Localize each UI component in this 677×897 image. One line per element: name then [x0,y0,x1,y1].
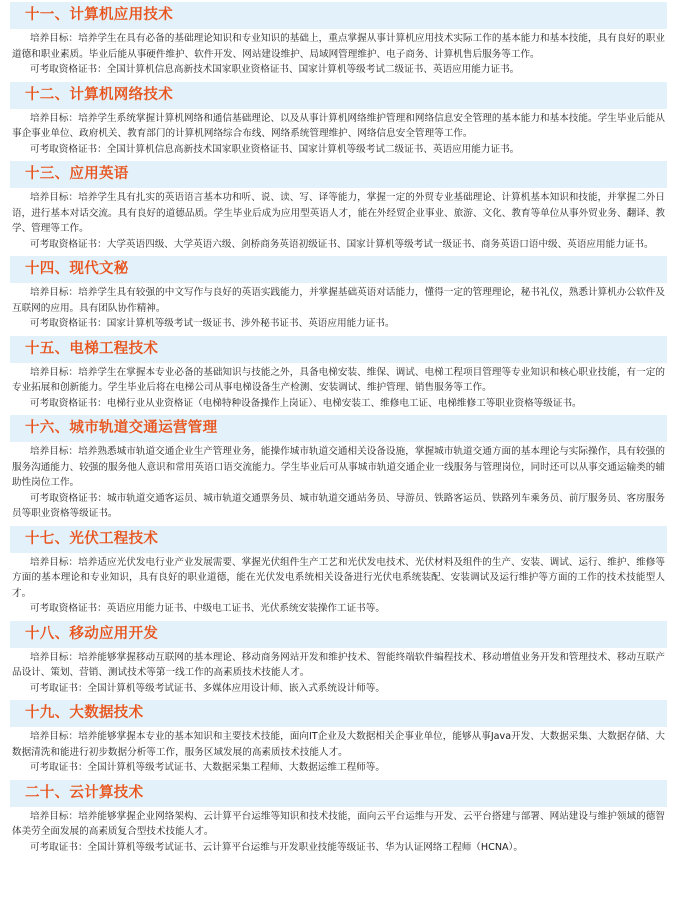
section-applied-english [10,161,667,256]
section-title: 十六、城市轨道交通运营管理 [25,420,218,436]
section-cloud-computing [10,780,667,856]
section-photovoltaic-engineering [10,526,667,621]
training-goal: 培养目标：培养学生系统掌握计算机网络和通信基础理论、以及从事计算机网络维护管理和网络信息安全管理的基本能力和基本技能。学生毕业后能从事企事业单位、政府机关、教育部门的计算机网络综合布线、网络系统管理维护、网络信息安全管理等工作。 [12,112,665,139]
section-title: 十三、应用英语 [25,166,129,182]
training-goal: 培养目标：培养熟悉城市轨道交通企业生产管理业务，能操作城市轨道交通相关设备设施，掌握城市轨道交通方面的基本理论与实际操作，具有较强的服务沟通能力、较强的服务他人意识和常用英语口语交流能力。学生毕业后可从事城市轨道交通企业一线服务与管理岗位，同时还可以从事交通运输类的辅助性岗位工作。 [12,446,665,488]
section-header [10,2,667,29]
training-goal: 培养目标：培养学生在具有必备的基础理论知识和专业知识的基础上，重点掌握从事计算机应用技术实际工作的基本能力和基本技能，具有良好的职业道德和职业素质。毕业后能从事硬件维护、软件开发、网站建设维护、局域网管理维护、电子商务、计算机售后服务等工作。 [12,33,665,60]
section-header [10,336,667,363]
training-goal: 培养目标：培养适应光伏发电行业产业发展需要、掌握光伏组件生产工艺和光伏发电技术、光伏材料及组件的生产、安装、调试、运行、维护、维修等方面的基本理论和专业知识，具有良好的职业道德，能在光伏发电系统相关设备进行光伏电系统装配、安装调试及运行维护等方面的工作的技术技能型人才。 [12,556,665,599]
certificates: 可考取资格证书：全国计算机信息高新技术国家职业资格证书、国家计算机等级考试二级证书、英语应用能力证书。 [30,143,520,155]
training-goal: 培养目标：培养学生具有较强的中文写作与良好的英语实践能力，并掌握基础英语对话能力，懂得一定的管理理论，秘书礼仪，熟悉计算机办公软件及互联网的应用。具有团队协作精神。 [12,287,665,314]
certificates: 可考取资格证书：电梯行业从业资格证（电梯特种设备操作上岗证）、电梯安装工、维修电工证、电梯维修工等职业资格等级证书。 [30,397,582,409]
section-title: 十一、计算机应用技术 [25,7,173,23]
training-goal: 培养目标：培养学生具有扎实的英语语言基本功和听、说、读、写、译等能力，掌握一定的外贸专业基础理论、计算机基本知识和技能，并掌握二外日语，进行基本对话交流。具有良好的道德品质。学生毕业后成为应用型英语人才，能在外经贸企业事业、旅游、文化、教育等单位从事外贸业务、翻译、教学、管理等工作。 [12,192,665,234]
certificates: 可考取证书：全国计算机等级考试证书、大数据采集工程师、大数据运维工程师等。 [30,762,385,773]
section-title: 十七、光伏工程技术 [25,530,159,547]
section-header [10,256,667,283]
certificates: 可考取证书：全国计算机等级考试证书、多媒体应用设计师、嵌入式系统设计师等。 [30,682,385,694]
section-title: 十四、现代文秘 [25,261,129,277]
section-header [10,621,667,648]
section-modern-secretary [10,256,667,336]
section-mobile-app-development [10,621,667,701]
section-elevator-engineering [10,336,667,416]
section-title: 十五、电梯工程技术 [25,340,159,357]
certificates: 可考取资格证书：大学英语四级、大学英语六级、剑桥商务英语初级证书、国家计算机等级考试一级证书、商务英语口语中级、英语应用能力证书。 [30,238,654,250]
section-computer-application [10,2,667,82]
certificates: 可考取资格证书：英语应用能力证书、中级电工证书、光伏系统安装操作工证书等。 [30,603,385,614]
certificates: 可考取资格证书：城市轨道交通客运员、城市轨道交通票务员、城市轨道交通站务员、导游员、铁路客运员、铁路列车乘务员、前厅服务员、客房服务员等职业资格等级证书。 [12,492,665,519]
training-goal: 培养目标：培养能够掌握企业网络架构、云计算平台运维等知识和技术技能，面向云平台运维与开发、云平台搭建与部署、网站建设与维护领域的德智体美劳全面发展的高素质复合型技术技能人才。 [12,810,665,837]
section-header [10,780,667,807]
training-goal: 培养目标：培养学生在掌握本专业必备的基础知识与技能之外，具备电梯安装、维保、调试、电梯工程项目管理等专业知识和核心职业技能，有一定的专业拓展和创新能力。学生毕业后将在电梯公司从事电梯设备生产检测、安装调试、维护管理、销售服务等工作。 [12,366,665,393]
section-header [10,526,667,553]
certificates: 可考取证书：全国计算机等级考试证书、云计算平台运维与开发职业技能等级证书、华为认证网络工程师（HCNA）。 [30,841,523,853]
training-goal: 培养目标：培养能够掌握本专业的基本知识和主要技术技能，面向IT企业及大数据相关企事业单位，能够从事Java开发、大数据采集、大数据存储、大数据清洗和能进行初步数据分析等工作，服务区域发展的高素质技术技能人才。 [12,731,665,758]
certificates: 可考取资格证书：国家计算机等级考试一级证书、涉外秘书证书、英语应用能力证书。 [30,318,395,329]
certificates: 可考取资格证书：全国计算机信息高新技术国家职业资格证书、国家计算机等级考试二级证书、英语应用能力证书。 [30,64,520,75]
section-header [10,415,667,442]
section-header [10,161,667,188]
section-big-data [10,700,667,780]
section-title: 二十、云计算技术 [25,784,144,801]
section-title: 十八、移动应用开发 [25,625,159,642]
training-goal: 培养目标：培养能够掌握移动互联网的基本理论、移动商务网站开发和维护技术、智能终端软件编程技术、移动增值业务开发和管理技术、移动互联产品设计、策划、营销、测试技术等第一线工作的高素质技术技能人才。 [12,651,665,678]
section-title: 十二、计算机网络技术 [25,86,173,103]
section-title: 十九、大数据技术 [25,705,144,721]
section-computer-network [10,82,667,162]
section-header [10,700,667,727]
section-header [10,82,667,109]
section-urban-rail-transit [10,415,667,526]
